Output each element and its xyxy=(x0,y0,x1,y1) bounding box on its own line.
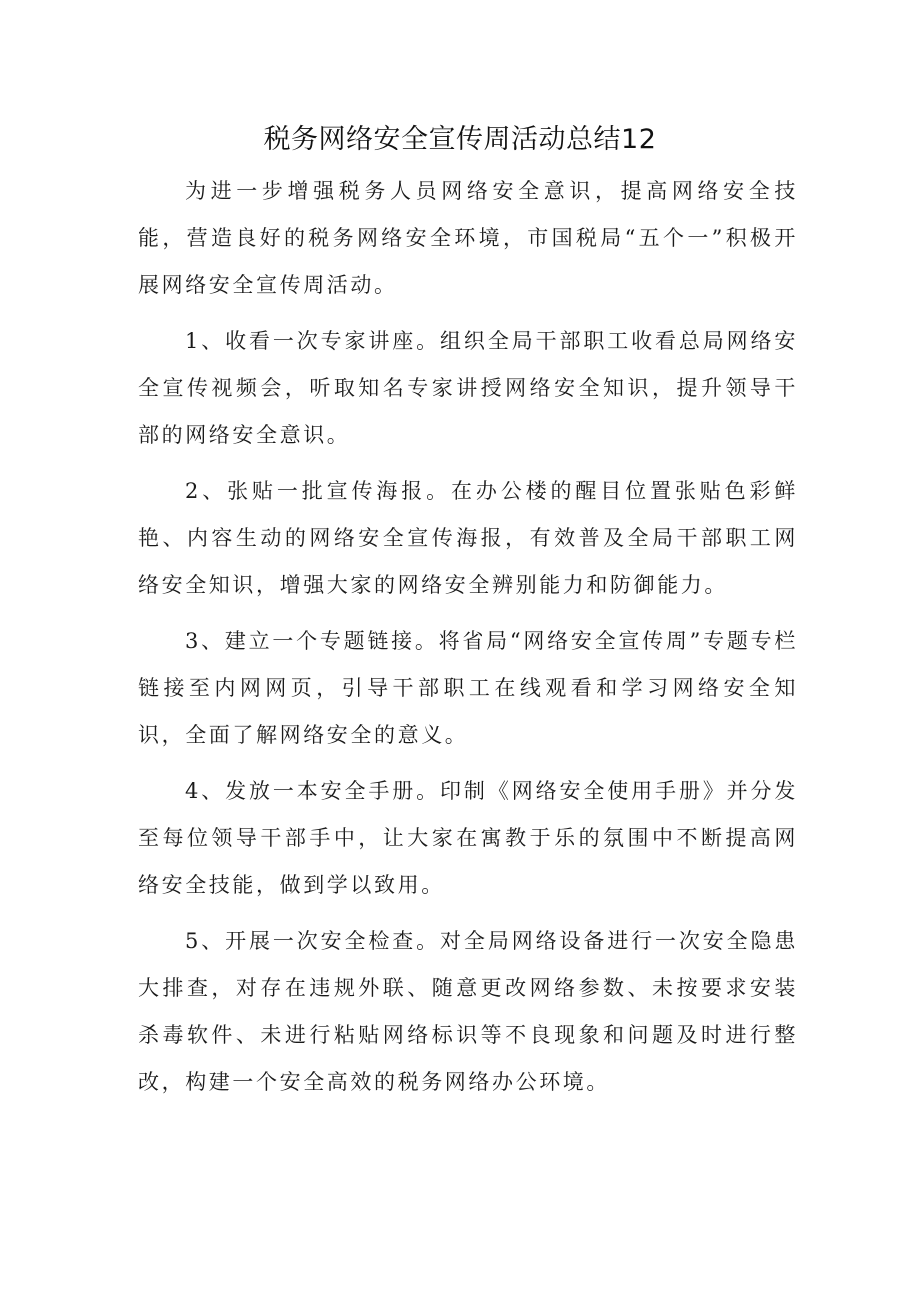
document-title: 税务网络安全宣传周活动总结12 xyxy=(263,124,657,155)
item-2-paragraph: 2、张贴一批宣传海报。在办公楼的醒目位置张贴色彩鲜艳、内容生动的网络安全宣传海报，有效普及全局干部职工网络安全知识，增强大家的网络安全辨别能力和防御能力。 xyxy=(138,479,798,597)
item-4-paragraph: 4、发放一本安全手册。印制《网络安全使用手册》并分发至每位领导干部手中，让大家在寓教于乐的氛围中不断提高网络安全技能，做到学以致用。 xyxy=(138,779,798,897)
item-5-paragraph: 5、开展一次安全检查。对全局网络设备进行一次安全隐患大排查，对存在违规外联、随意更改网络参数、未按要求安装杀毒软件、未进行粘贴网络标识等不良现象和问题及时进行整改，构建一个安全高效的税务网络办公环境。 xyxy=(138,929,798,1094)
document-body xyxy=(138,168,798,1106)
item-3-paragraph: 3、建立一个专题链接。将省局“网络安全宣传周”专题专栏链接至内网网页，引导干部职工在线观看和学习网络安全知识，全面了解网络安全的意义。 xyxy=(138,629,798,747)
item-1-paragraph: 1、收看一次专家讲座。组织全局干部职工收看总局网络安全宣传视频会，听取知名专家讲授网络安全知识，提升领导干部的网络安全意识。 xyxy=(138,329,798,447)
intro-paragraph: 为进一步增强税务人员网络安全意识，提高网络安全技能，营造良好的税务网络安全环境，市国税局“五个一”积极开展网络安全宣传周活动。 xyxy=(138,179,798,297)
